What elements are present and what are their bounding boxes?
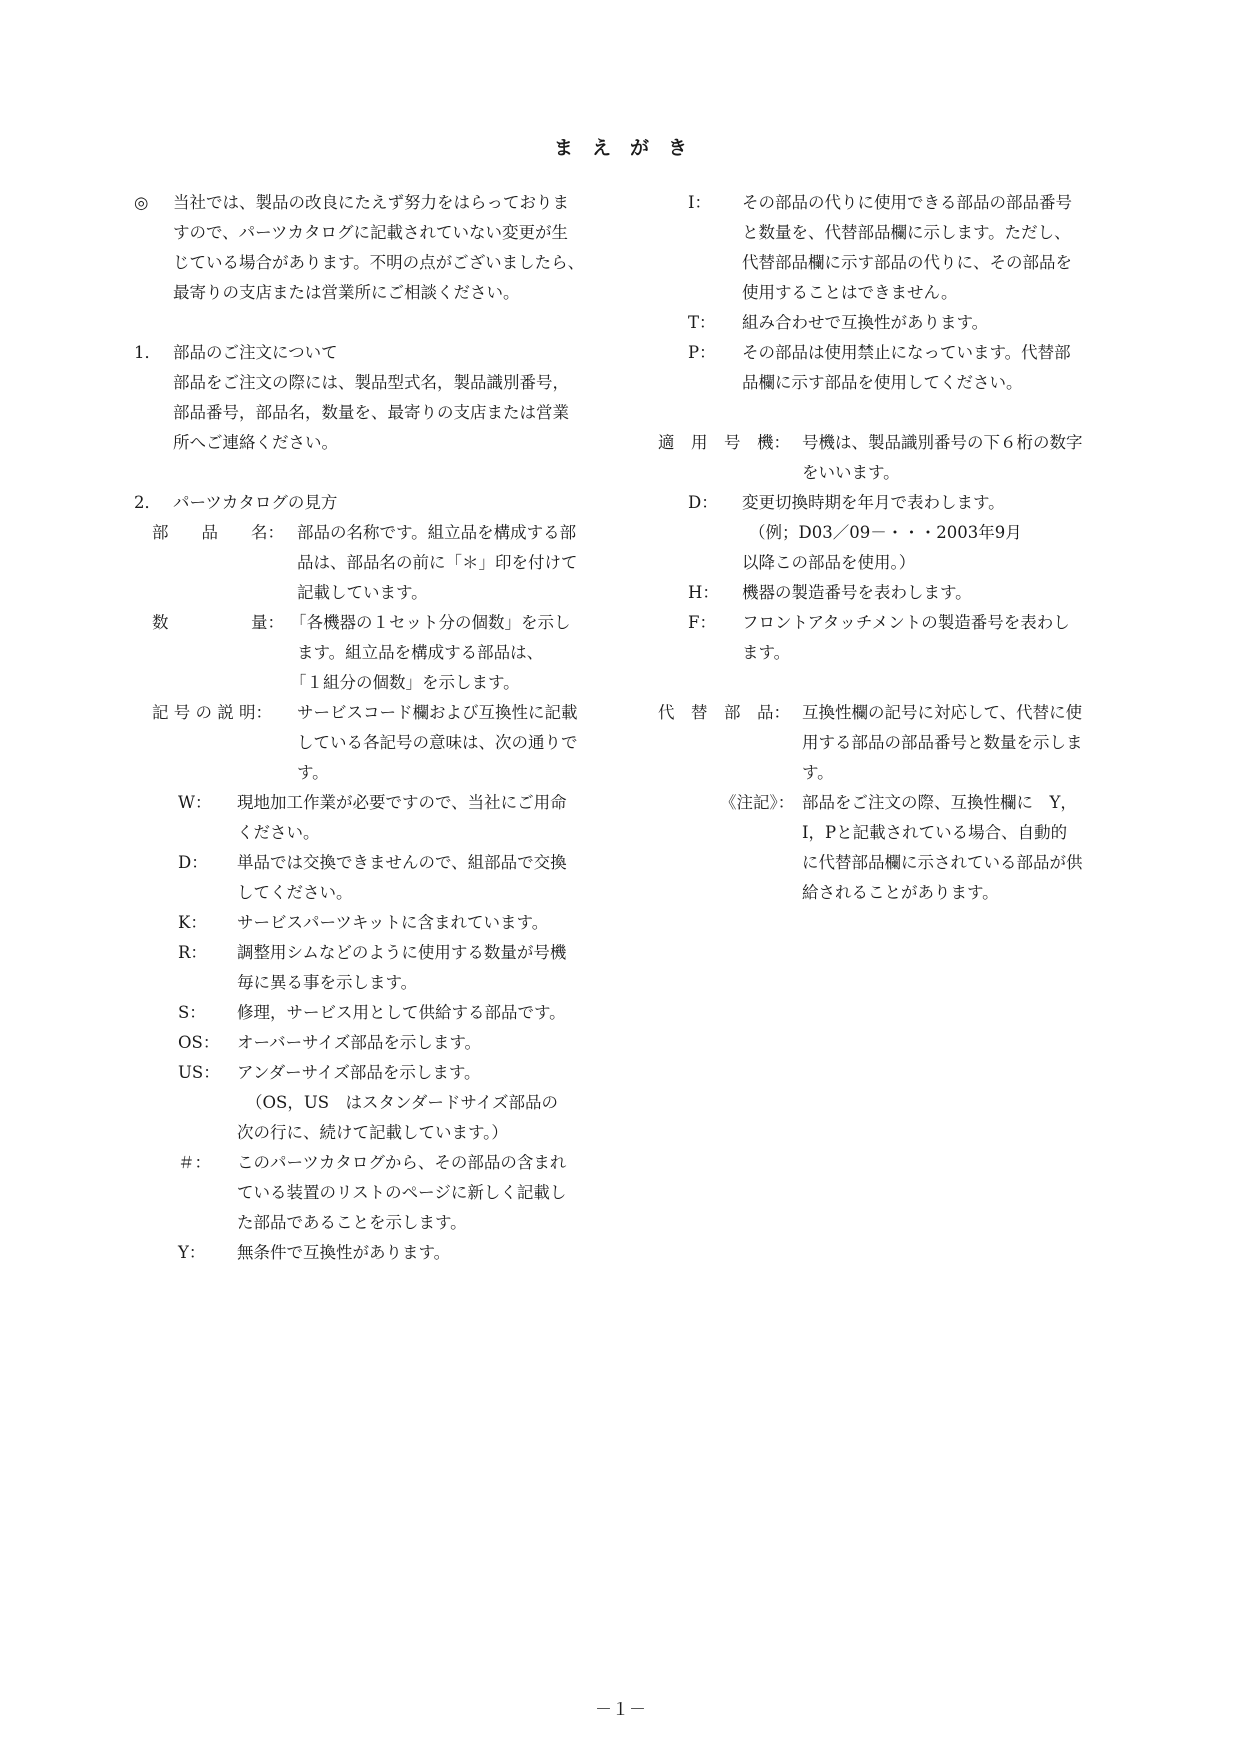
code-line: このパーツカタログから、その部品の含まれ (237, 1153, 567, 1172)
note-line: に代替部品欄に示されている部品が供 (802, 853, 1083, 872)
code-line: 以降この部品を使用。） (742, 553, 916, 572)
section-number: 1． (134, 343, 161, 362)
code-label: I： (688, 193, 712, 212)
section-line: 所へご連絡ください。 (173, 433, 338, 452)
term-line: 部品の名称です。組立品を構成する部 (297, 523, 577, 542)
term-line: 「各機器の１セット分の個数」を示し (290, 613, 571, 632)
code-label: ＃： (178, 1153, 211, 1172)
code-label: US： (178, 1063, 220, 1082)
term-line: をいいます。 (802, 463, 900, 482)
code-label: P： (688, 343, 716, 362)
term-label: 記 号 の 説 明： (152, 703, 272, 722)
code-line: （例；D03／09－・・・2003年9月 (749, 523, 1022, 542)
code-line: その部品は使用禁止になっています。代替部 (742, 343, 1071, 362)
term-line: す。 (297, 763, 329, 782)
code-line: 変更切換時期を年月で表わします。 (742, 493, 1005, 512)
term-line: している各記号の意味は、次の通りで (297, 733, 578, 752)
note-line: 給されることがあります。 (802, 883, 999, 902)
code-line: アンダーサイズ部品を示します。 (237, 1063, 481, 1082)
intro-line: じている場合があります。不明の点がございましたら、 (173, 253, 585, 272)
term-line: サービスコード欄および互換性に記載 (297, 703, 578, 722)
code-line: サービスパーツキットに含まれています。 (237, 913, 549, 932)
code-line: 毎に異る事を示します。 (237, 973, 418, 992)
code-line: オーバーサイズ部品を示します。 (237, 1033, 482, 1052)
term-line: 用する部品の部品番号と数量を示しま (802, 733, 1083, 752)
code-line: 現地加工作業が必要ですので、当社にご用命 (237, 793, 567, 812)
term-line: ます。組立品を構成する部品は、 (297, 643, 544, 662)
section-line: 部品番号，部品名，数量を、最寄りの支店または営業 (173, 403, 569, 422)
page-title: ま え が き (553, 137, 687, 159)
intro-line: すので、パーツカタログに記載されていない変更が生 (173, 223, 569, 242)
code-label: OS： (178, 1033, 220, 1052)
term-label: 適 用 号 機： (658, 433, 790, 452)
term-line: 号機は、製品識別番号の下６桁の数字 (802, 433, 1083, 452)
term-label: 部 品 名： (152, 523, 284, 542)
note-line: 部品をご注文の際、互換性欄に Y， (802, 793, 1077, 812)
code-line: 品欄に示す部品を使用してください。 (742, 373, 1023, 392)
code-line: た部品であることを示します。 (237, 1213, 467, 1232)
code-label: T： (688, 313, 716, 332)
code-line: 調整用シムなどのように使用する数量が号機 (237, 943, 567, 962)
code-label: R： (178, 943, 207, 962)
section-heading: 部品のご注文について (173, 343, 338, 362)
term-label: 数 量： (152, 613, 284, 632)
code-line: 単品では交換できませんので、組部品で交換 (237, 853, 567, 872)
code-line: 代替部品欄に示す部品の代りに、その部品を (742, 253, 1072, 272)
section-line: 部品をご注文の際には、製品型式名，製品識別番号， (173, 373, 569, 392)
term-line: 互換性欄の記号に対応して、代替に使 (802, 703, 1083, 722)
intro-line: 当社では、製品の改良にたえず努力をはらっておりま (173, 193, 569, 212)
code-label: Y： (178, 1243, 206, 1262)
note-label: 《注記》： (720, 793, 795, 812)
os-us-note: 次の行に、続けて記載しています。） (237, 1123, 508, 1142)
code-label: W： (178, 793, 212, 812)
code-line: ている装置のリストのページに新しく記載し (237, 1183, 567, 1202)
section-number: 2． (134, 493, 161, 512)
section-heading: パーツカタログの見方 (173, 493, 338, 512)
term-line: 「１組分の個数」を示します。 (290, 673, 520, 692)
code-line: 機器の製造番号を表わします。 (742, 583, 972, 602)
code-line: フロントアタッチメントの製造番号を表わし (742, 613, 1070, 632)
code-line: 組み合わせで互換性があります。 (742, 313, 989, 332)
page-number: －１－ (595, 1700, 646, 1720)
code-label: D： (688, 493, 718, 512)
term-line: 品は、部品名の前に「＊」印を付けて (297, 553, 578, 572)
code-line: と数量を、代替部品欄に示します。ただし、 (742, 223, 1071, 242)
term-line: 記載しています。 (297, 583, 428, 602)
code-line: その部品の代りに使用できる部品の部品番号 (742, 193, 1072, 212)
note-line: I，Pと記載されている場合、自動的 (802, 823, 1068, 842)
os-us-note: （OS，US はスタンダードサイズ部品の (246, 1093, 559, 1112)
code-line: 使用することはできません。 (742, 283, 958, 302)
term-line: す。 (802, 763, 834, 782)
code-label: F： (688, 613, 716, 632)
code-line: ください。 (237, 823, 320, 842)
double-circle-icon: ◎ (134, 193, 149, 212)
code-line: ます。 (742, 643, 791, 662)
term-label: 代 替 部 品： (658, 703, 790, 722)
intro-line: 最寄りの支店または営業所にご相談ください。 (173, 283, 520, 302)
code-label: S： (178, 1003, 206, 1022)
code-label: K： (178, 913, 207, 932)
code-label: D： (178, 853, 208, 872)
code-line: 無条件で互換性があります。 (237, 1243, 451, 1262)
code-line: 修理，サービス用として供給する部品です。 (237, 1003, 566, 1022)
code-line: してください。 (237, 883, 353, 902)
code-label: H： (688, 583, 719, 602)
